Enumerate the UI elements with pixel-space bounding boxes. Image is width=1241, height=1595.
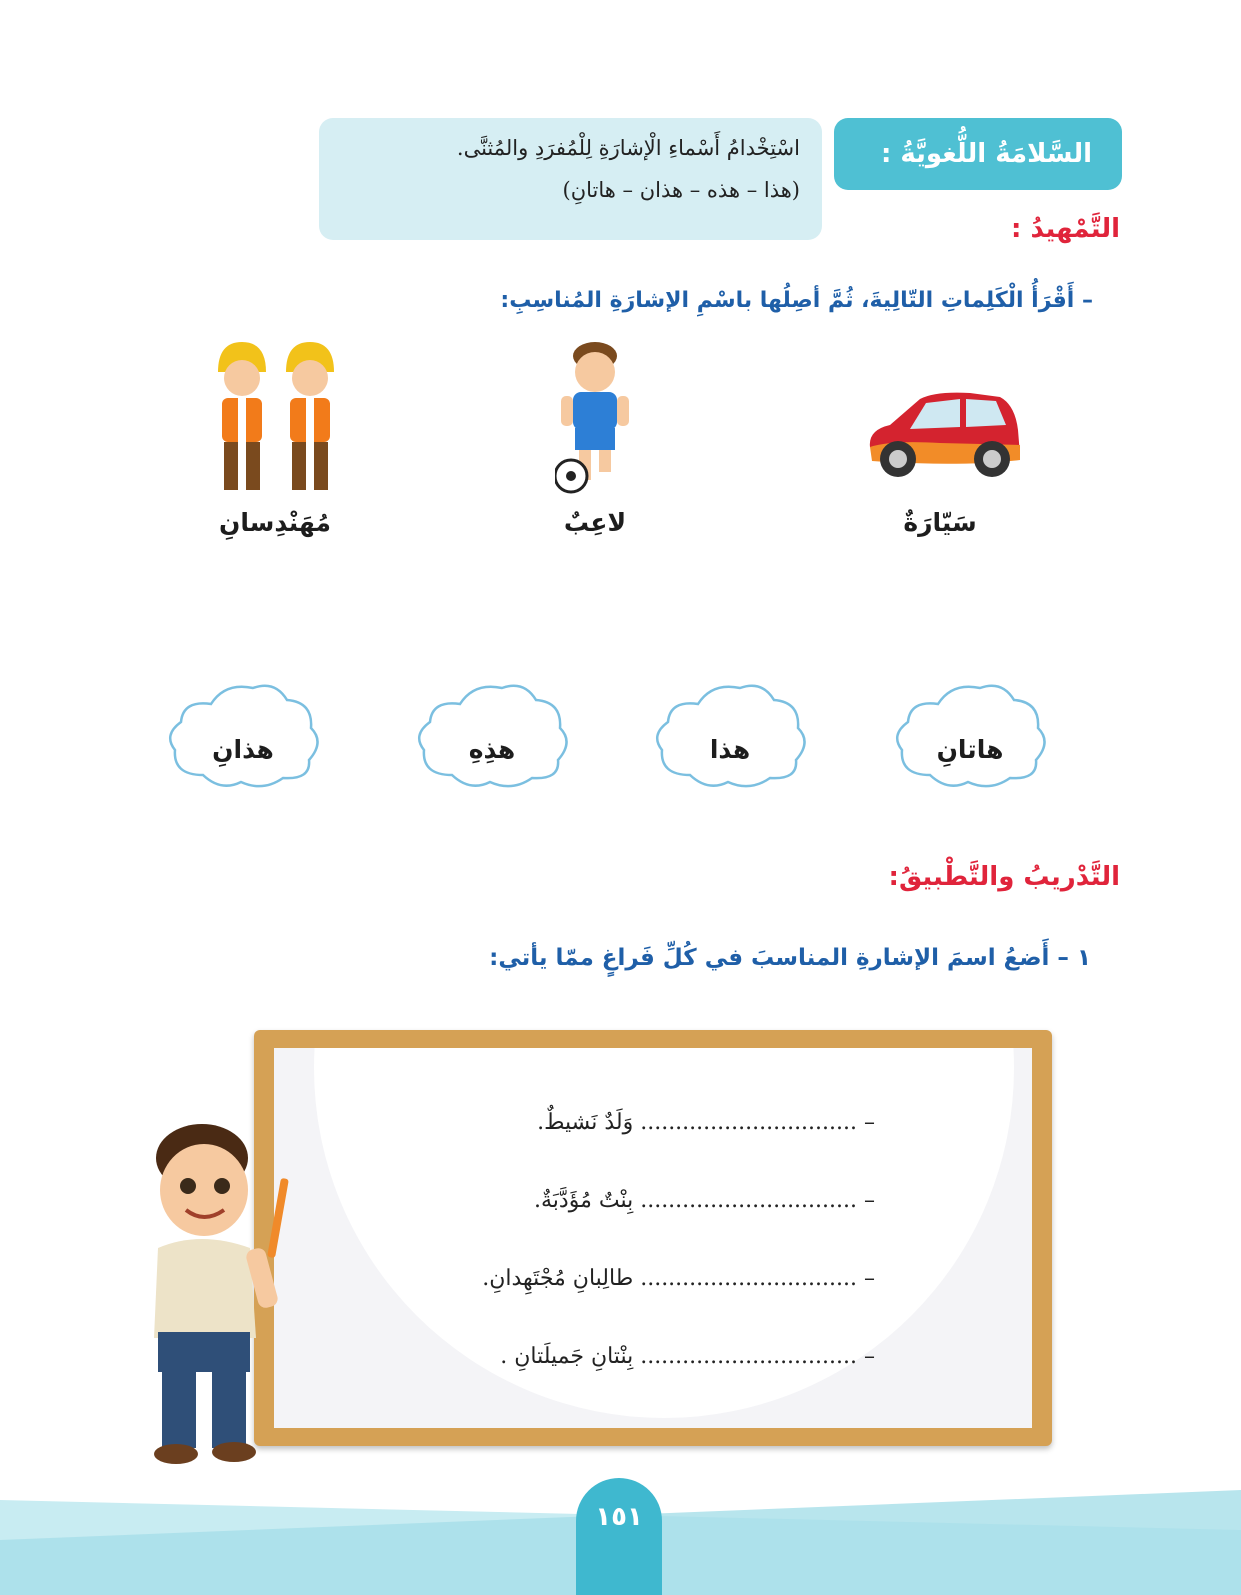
exercise-line[interactable]: – ............................... وَلَدٌ نَشيطٌ. [537,1110,875,1135]
board-surface [274,1048,1032,1428]
intro-heading: التَّمْهيدُ : [1011,214,1120,244]
instruction-1: – أَقْرَأُ الْكَلِماتِ التّالِيةَ، ثُمَّ أصِلُها باسْمِ الإشارَةِ المُناسِبِ: [500,288,1093,313]
word-engineers: مُهَنْدِسانِ [219,508,331,537]
exercise-line[interactable]: – ............................... طالِبانِ مُجْتَهِدانِ. [482,1266,875,1291]
cloud-word-3[interactable]: هذِهِ [468,735,516,764]
exercise-line[interactable]: – ............................... بِنْتٌ مُؤَدَّبَةٌ. [534,1188,875,1213]
practice-heading: التَّدْريبُ والتَّطْبيقُ: [888,862,1120,892]
section-tag: السَّلامَةُ اللُّغويَّةُ : [834,118,1122,190]
player-image [555,342,635,502]
page-number: ١٥١ [576,1478,662,1595]
objective-box [319,118,822,240]
cloud-word-2[interactable]: هذا [709,735,751,764]
exercise-line[interactable]: – ............................... بِنْتانِ جَميلَتانِ . [500,1344,875,1369]
boy-image [140,1118,310,1478]
car-image [860,385,1025,485]
instruction-2: ١ – أَضعُ اسمَ الإشارةِ المناسبَ في كُلِّ فَراغٍ ممّا يأتي: [489,945,1091,971]
engineers-image [212,338,344,498]
objective-line: اسْتِخْدامُ أَسْماءِ الْإشارَةِ لِلْمُفرَدِ والمُثنَّى. [456,136,800,160]
cloud-word-4[interactable]: هذانِ [212,735,274,764]
cloud-word-1[interactable]: هاتانِ [936,735,1004,764]
word-player: لاعِبٌ [563,508,627,537]
objective-examples: (هذا – هذه – هذان – هاتانِ) [562,178,800,202]
word-car: سَيّارَةٌ [903,508,977,537]
